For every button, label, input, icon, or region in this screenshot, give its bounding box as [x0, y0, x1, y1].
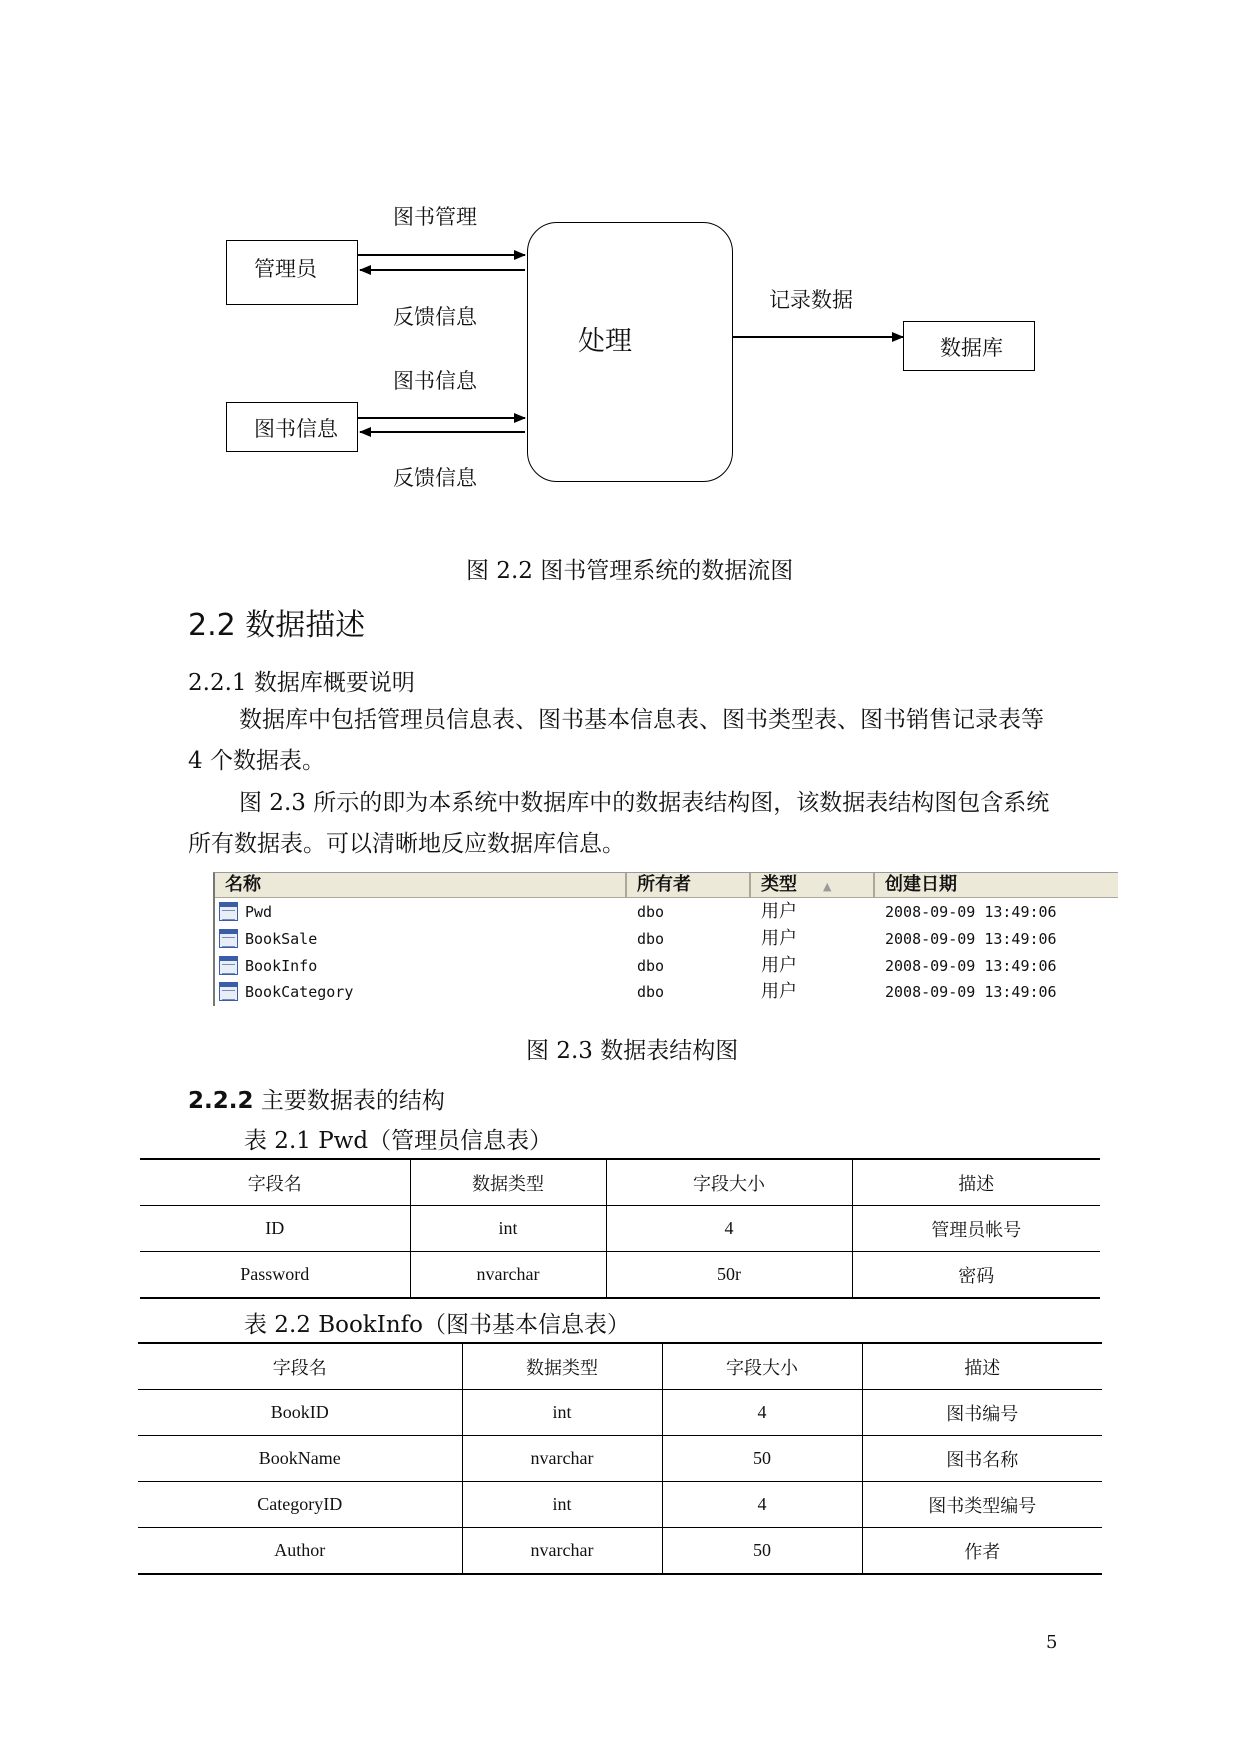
table-2-2-title: 表 2.2 BookInfo（图书基本信息表） [244, 1312, 630, 1338]
subsection-heading-1: 2.2.1 数据库概要说明 [188, 670, 415, 696]
item-type: 用户 [761, 901, 797, 922]
list-item[interactable] [215, 926, 1118, 952]
cell-data-type: int [410, 1206, 606, 1252]
list-header [215, 873, 1118, 898]
table-row [138, 1528, 1102, 1575]
flow-label-feedback-2: 反馈信息 [393, 466, 477, 490]
flow-label-record-data: 记录数据 [769, 288, 853, 312]
cell-description: 作者 [862, 1528, 1102, 1575]
cell-data-type: nvarchar [462, 1436, 662, 1482]
item-name: BookSale [245, 930, 318, 948]
cell-field-size: 50r [606, 1252, 852, 1299]
cell-description: 图书名称 [862, 1436, 1102, 1482]
process-label: 处理 [578, 326, 632, 357]
item-owner: dbo [637, 930, 665, 948]
page-number: 5 [1046, 1632, 1058, 1653]
cell-description: 密码 [852, 1252, 1100, 1299]
list-item[interactable] [215, 979, 1118, 1005]
flow-label-book-manage: 图书管理 [393, 205, 477, 229]
item-type: 用户 [761, 955, 797, 976]
bookinfo-table [138, 1342, 1102, 1575]
cell-field-size: 4 [662, 1390, 862, 1436]
cell-description: 图书类型编号 [862, 1482, 1102, 1528]
cell-field-size: 50 [662, 1528, 862, 1575]
bookinfo-entity-box [226, 402, 358, 452]
subsection-title: 主要数据表的结构 [260, 1088, 445, 1114]
database-store-label: 数据库 [940, 336, 1003, 360]
header-field-size: 字段大小 [662, 1343, 862, 1390]
cell-field-name: ID [140, 1206, 410, 1252]
pwd-table [140, 1158, 1100, 1299]
paragraph-2: 图 2.3 所示的即为本系统中数据库中的数据表结构图，该数据表结构图包含系统所有数据表。可以清晰地反应数据库信息。 [188, 790, 1050, 857]
paragraph-1: 数据库中包括管理员信息表、图书基本信息表、图书类型表、图书销售记录表等 4 个数据表。 [188, 707, 1044, 774]
cell-field-name: BookID [138, 1390, 462, 1436]
cell-field-size: 4 [662, 1482, 862, 1528]
header-data-type: 数据类型 [462, 1343, 662, 1390]
table-row [138, 1436, 1102, 1482]
list-item[interactable] [215, 899, 1118, 925]
table-icon [219, 956, 238, 975]
header-description: 描述 [852, 1159, 1100, 1206]
item-owner: dbo [637, 983, 665, 1001]
item-name: BookInfo [245, 957, 318, 975]
table-row [140, 1252, 1100, 1299]
cell-data-type: nvarchar [410, 1252, 606, 1299]
database-table-list [213, 872, 1118, 1006]
table-icon [219, 902, 238, 921]
cell-field-name: Author [138, 1528, 462, 1575]
bookinfo-entity-label: 图书信息 [254, 417, 338, 441]
table-row [138, 1482, 1102, 1528]
figure-2-3-caption: 图 2.3 数据表结构图 [526, 1038, 739, 1064]
header-field-name: 字段名 [138, 1343, 462, 1390]
table-row [140, 1159, 1100, 1206]
item-created: 2008-09-09 13:49:06 [885, 957, 1057, 975]
figure-2-2-caption: 图 2.2 图书管理系统的数据流图 [466, 558, 794, 584]
section-heading: 2.2 数据描述 [188, 608, 366, 643]
item-created: 2008-09-09 13:49:06 [885, 903, 1057, 921]
subsection-number: 2.2.2 [188, 1088, 254, 1114]
item-type: 用户 [761, 981, 797, 1002]
process-node [527, 222, 733, 482]
admin-entity-label: 管理员 [254, 257, 317, 281]
cell-field-name: BookName [138, 1436, 462, 1482]
header-field-size: 字段大小 [606, 1159, 852, 1206]
cell-field-size: 50 [662, 1436, 862, 1482]
cell-field-size: 4 [606, 1206, 852, 1252]
cell-field-name: CategoryID [138, 1482, 462, 1528]
header-field-name: 字段名 [140, 1159, 410, 1206]
database-store-box [903, 321, 1035, 371]
item-created: 2008-09-09 13:49:06 [885, 983, 1057, 1001]
column-header-owner[interactable]: 所有者 [627, 873, 751, 897]
column-header-type[interactable]: 类型 ▲ [751, 873, 875, 897]
table-row [138, 1390, 1102, 1436]
column-header-name[interactable]: 名称 [215, 873, 627, 897]
column-header-created[interactable]: 创建日期 [885, 874, 957, 895]
table-row [140, 1206, 1100, 1252]
subsection-heading-2 [188, 1082, 445, 1115]
cell-data-type: int [462, 1482, 662, 1528]
item-created: 2008-09-09 13:49:06 [885, 930, 1057, 948]
cell-data-type: nvarchar [462, 1528, 662, 1575]
table-2-1-title: 表 2.1 Pwd（管理员信息表） [244, 1128, 553, 1154]
item-name: Pwd [245, 903, 273, 921]
cell-description: 管理员帐号 [852, 1206, 1100, 1252]
cell-data-type: int [462, 1390, 662, 1436]
item-owner: dbo [637, 903, 665, 921]
sort-ascending-icon: ▲ [823, 880, 832, 893]
item-name: BookCategory [245, 983, 354, 1001]
cell-field-name: Password [140, 1252, 410, 1299]
table-icon [219, 929, 238, 948]
flow-label-book-info: 图书信息 [393, 369, 477, 393]
table-row [138, 1343, 1102, 1390]
cell-description: 图书编号 [862, 1390, 1102, 1436]
list-item[interactable] [215, 953, 1118, 979]
table-icon [219, 982, 238, 1001]
flow-label-feedback-1: 反馈信息 [393, 305, 477, 329]
header-data-type: 数据类型 [410, 1159, 606, 1206]
item-type: 用户 [761, 928, 797, 949]
admin-entity-box [226, 240, 358, 305]
header-description: 描述 [862, 1343, 1102, 1390]
item-owner: dbo [637, 957, 665, 975]
